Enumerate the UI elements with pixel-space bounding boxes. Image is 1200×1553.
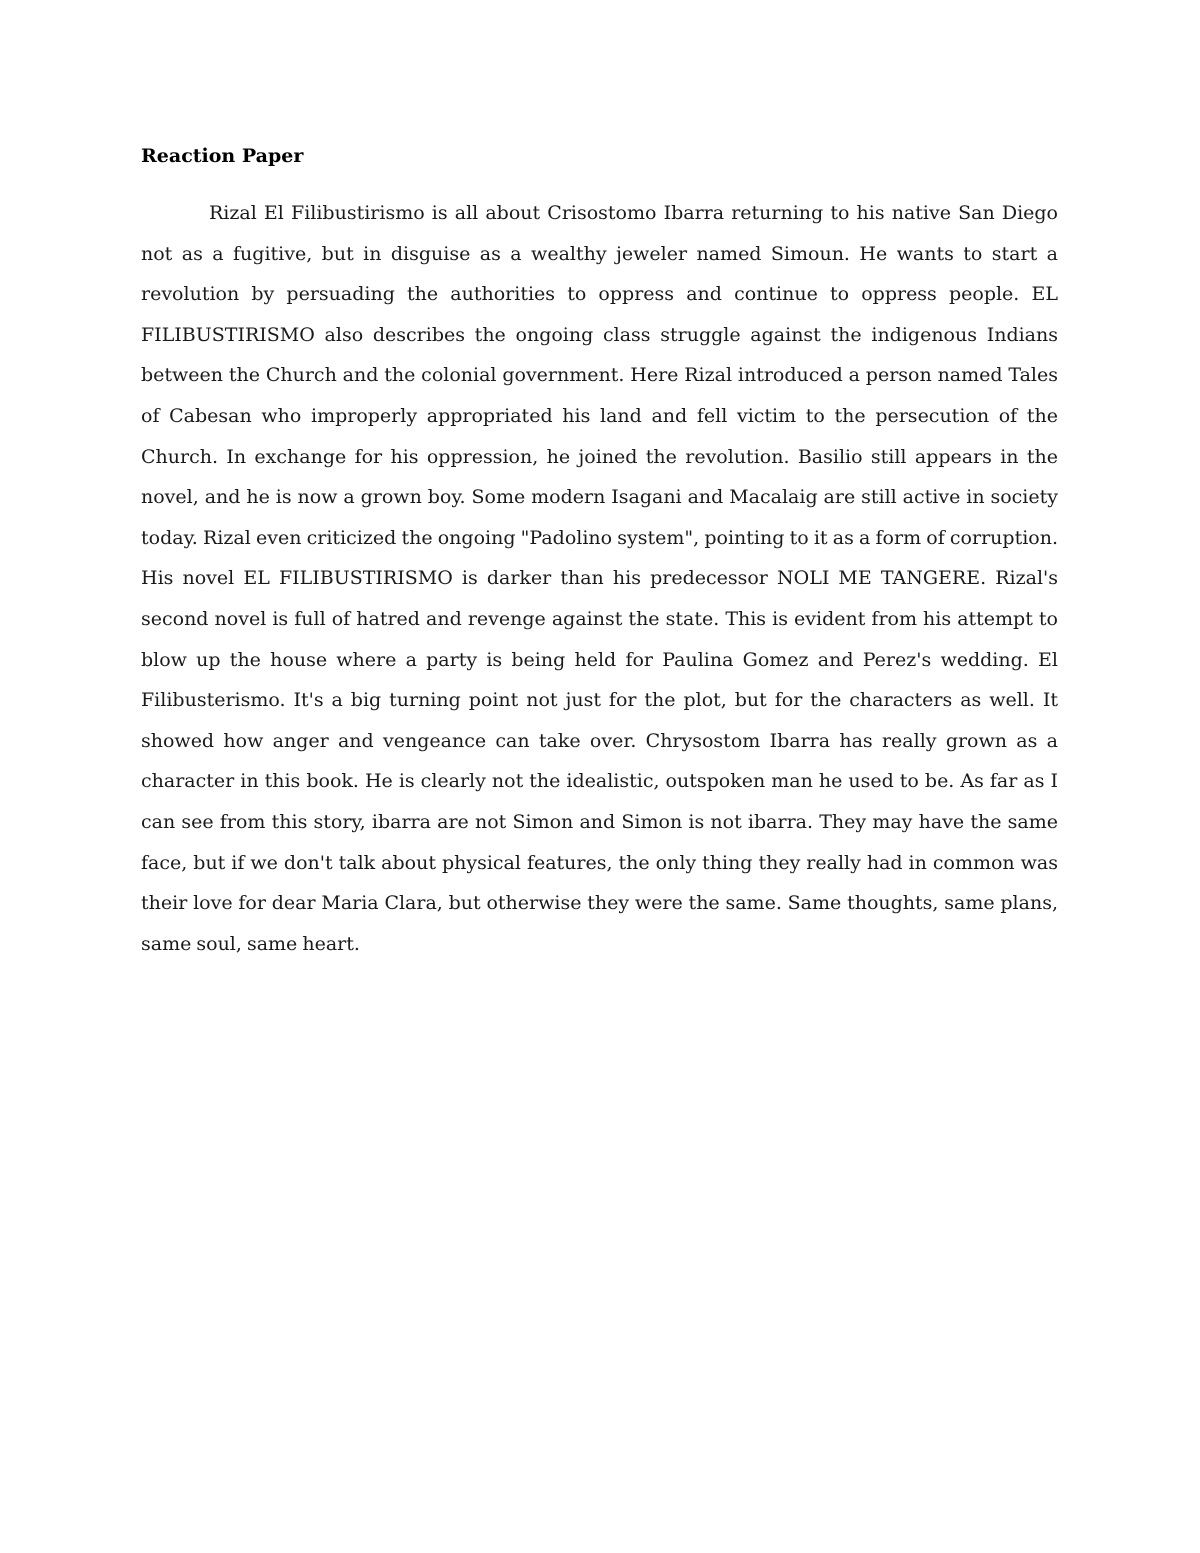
document-body-paragraph: Rizal El Filibustirismo is all about Crisostomo Ibarra returning to his native San Diego not as a fugitive, but in disguise as a wealthy jeweler named Simoun. He wants to start a revolution by persuading the authorities to oppress and continue to oppress people. EL FILIBUSTIRISMO also describes the ongoing class struggle against the indigenous Indians between the Church and the colonial government. Here Rizal introduced a person named Tales of Cabesan who improperly appropriated his land and fell victim to the persecution of the Church. In exchange for his oppression, he joined the revolution. Basilio still appears in the novel, and he is now a grown boy. Some modern Isagani and Macalaig are still active in society today. Rizal even criticized the ongoing "Padolino system", pointing to it as a form of corruption. His novel EL FILIBUSTIRISMO is darker than his predecessor NOLI ME TANGERE. Rizal's second novel is full of hatred and revenge against the state. This is evident from his attempt to blow up the house where a party is being held for Paulina Gomez and Perez's wedding. El Filibusterismo. It's a big turning point not just for the plot, but for the characters as well. It showed how anger and vengeance can take over. Chrysostom Ibarra has really grown as a character in this book. He is clearly not the idealistic, outspoken man he used to be. As far as I can see from this story, ibarra are not Simon and Simon is not ibarra. They may have the same face, but if we don't talk about physical features, the only thing they really had in common was their love for dear Maria Clara, but otherwise they were the same. Same thoughts, same plans, same soul, same heart. bbox=[141, 202, 1058, 955]
document-title: Reaction Paper bbox=[141, 145, 304, 167]
